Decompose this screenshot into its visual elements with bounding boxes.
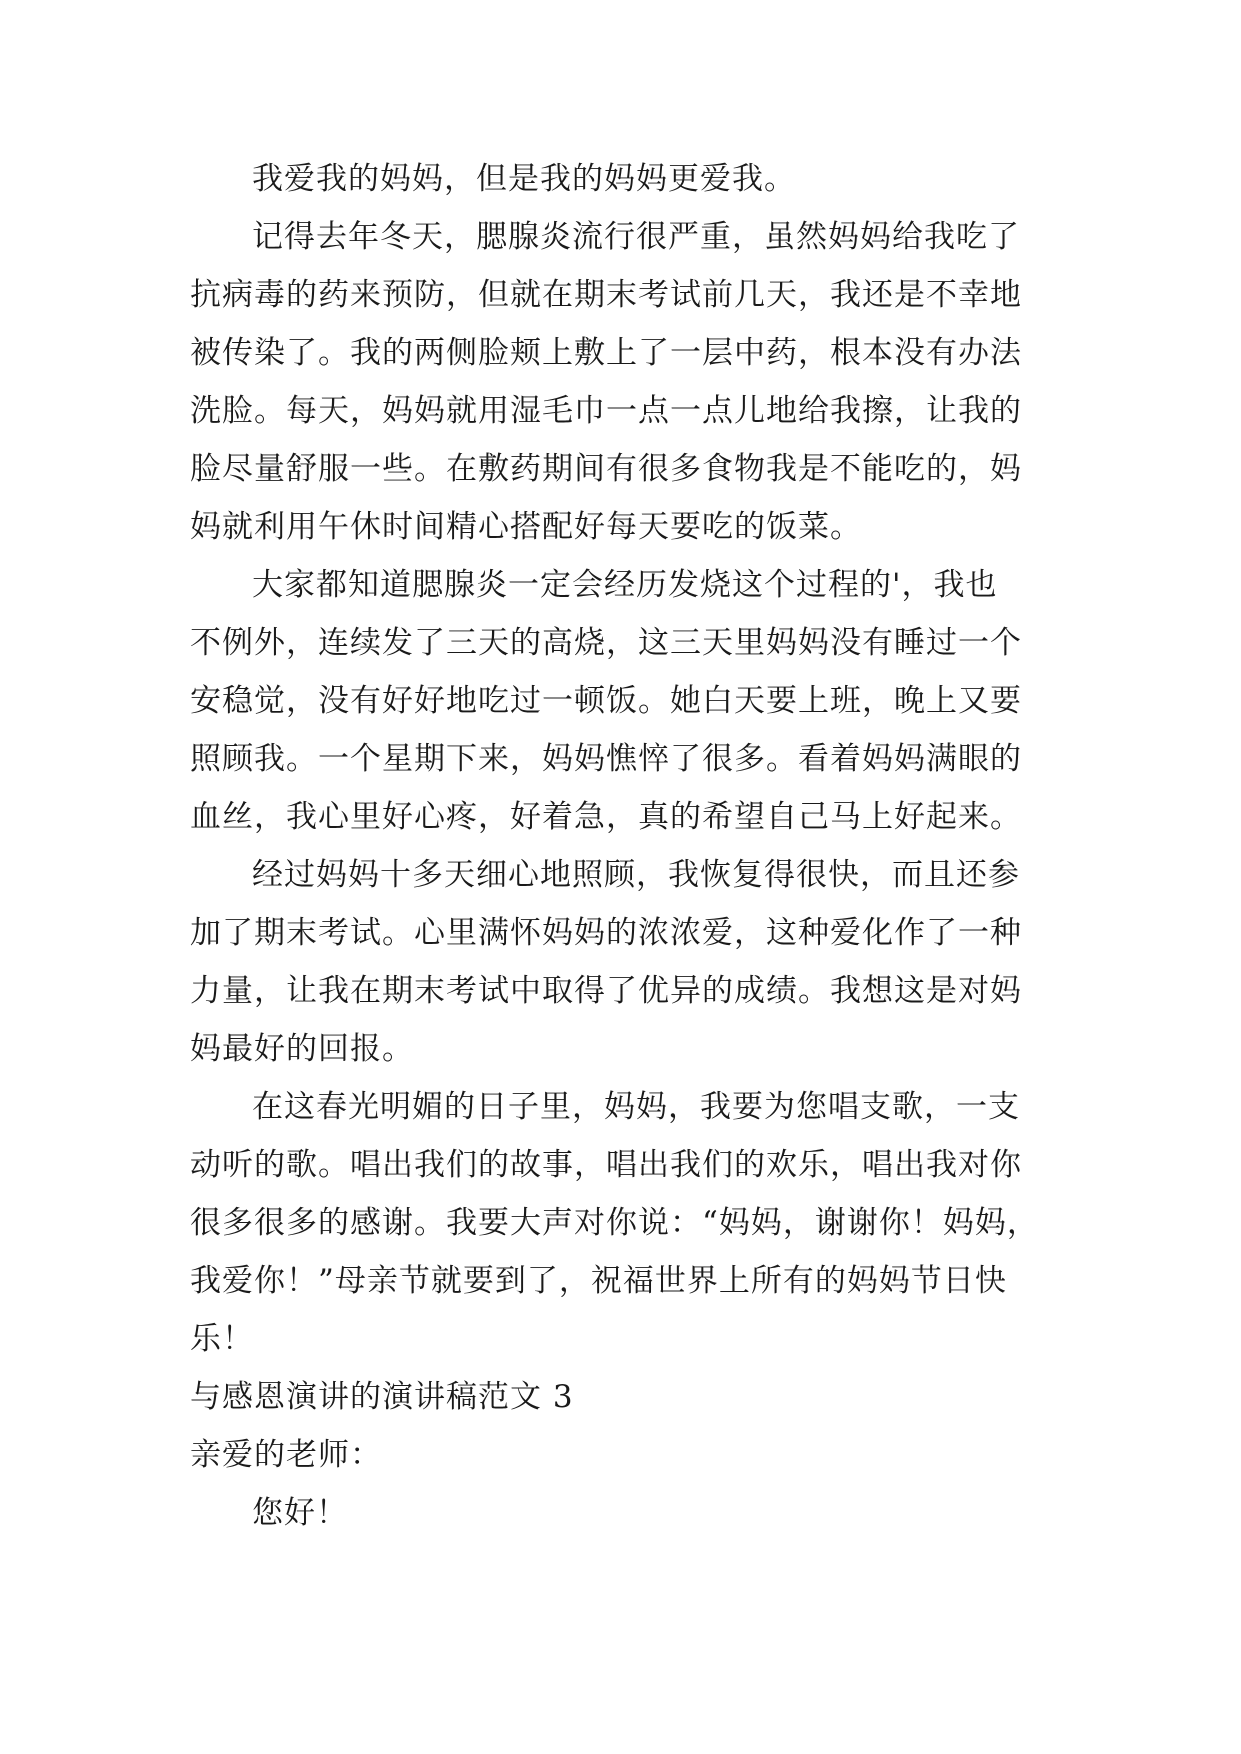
text-line: 抗病毒的药来预防，但就在期末考试前几天，我还是不幸地 <box>190 277 1022 313</box>
text-line: 安稳觉，没有好好地吃过一顿饭。她白天要上班，晚上又要 <box>190 683 1022 719</box>
text-line: 被传染了。我的两侧脸颊上敷上了一层中药，根本没有办法 <box>190 335 1022 371</box>
text-line: 乐！ <box>190 1321 254 1357</box>
text-line: 经过妈妈十多天细心地照顾，我恢复得很快，而且还参 <box>252 857 1020 893</box>
text-line: 您好！ <box>252 1495 348 1531</box>
text-line: 洗脸。每天，妈妈就用湿毛巾一点一点儿地给我擦，让我的 <box>190 393 1022 429</box>
text-line: 我爱我的妈妈，但是我的妈妈更爱我。 <box>252 161 796 197</box>
text-line: 记得去年冬天，腮腺炎流行很严重，虽然妈妈给我吃了 <box>252 219 1020 255</box>
text-line: 动听的歌。唱出我们的故事，唱出我们的欢乐，唱出我对你 <box>190 1147 1022 1183</box>
text-line: 血丝，我心里好心疼，好着急，真的希望自己马上好起来。 <box>190 799 1022 835</box>
text-line: 与感恩演讲的演讲稿范文 3 <box>190 1379 574 1415</box>
text-line: 加了期末考试。心里满怀妈妈的浓浓爱，这种爱化作了一种 <box>190 915 1022 951</box>
text-line: 在这春光明媚的日子里，妈妈，我要为您唱支歌，一支 <box>252 1089 1020 1125</box>
text-line: 很多很多的感谢。我要大声对你说：“妈妈，谢谢你！妈妈， <box>190 1205 1039 1241</box>
text-line: 力量，让我在期末考试中取得了优异的成绩。我想这是对妈 <box>190 973 1022 1009</box>
text-line: 照顾我。一个星期下来，妈妈憔悴了很多。看着妈妈满眼的 <box>190 741 1022 777</box>
text-line: 妈就利用午休时间精心搭配好每天要吃的饭菜。 <box>190 509 862 545</box>
text-line: 我爱你！”母亲节就要到了，祝福世界上所有的妈妈节日快 <box>190 1263 1007 1299</box>
document-body <box>190 150 1060 1542</box>
text-line: 亲爱的老师： <box>190 1437 382 1473</box>
text-line: 妈最好的回报。 <box>190 1031 414 1067</box>
text-line: 脸尽量舒服一些。在敷药期间有很多食物我是不能吃的，妈 <box>190 451 1022 487</box>
text-line: 大家都知道腮腺炎一定会经历发烧这个过程的'，我也 <box>252 567 998 603</box>
text-line: 不例外，连续发了三天的高烧，这三天里妈妈没有睡过一个 <box>190 625 1022 661</box>
